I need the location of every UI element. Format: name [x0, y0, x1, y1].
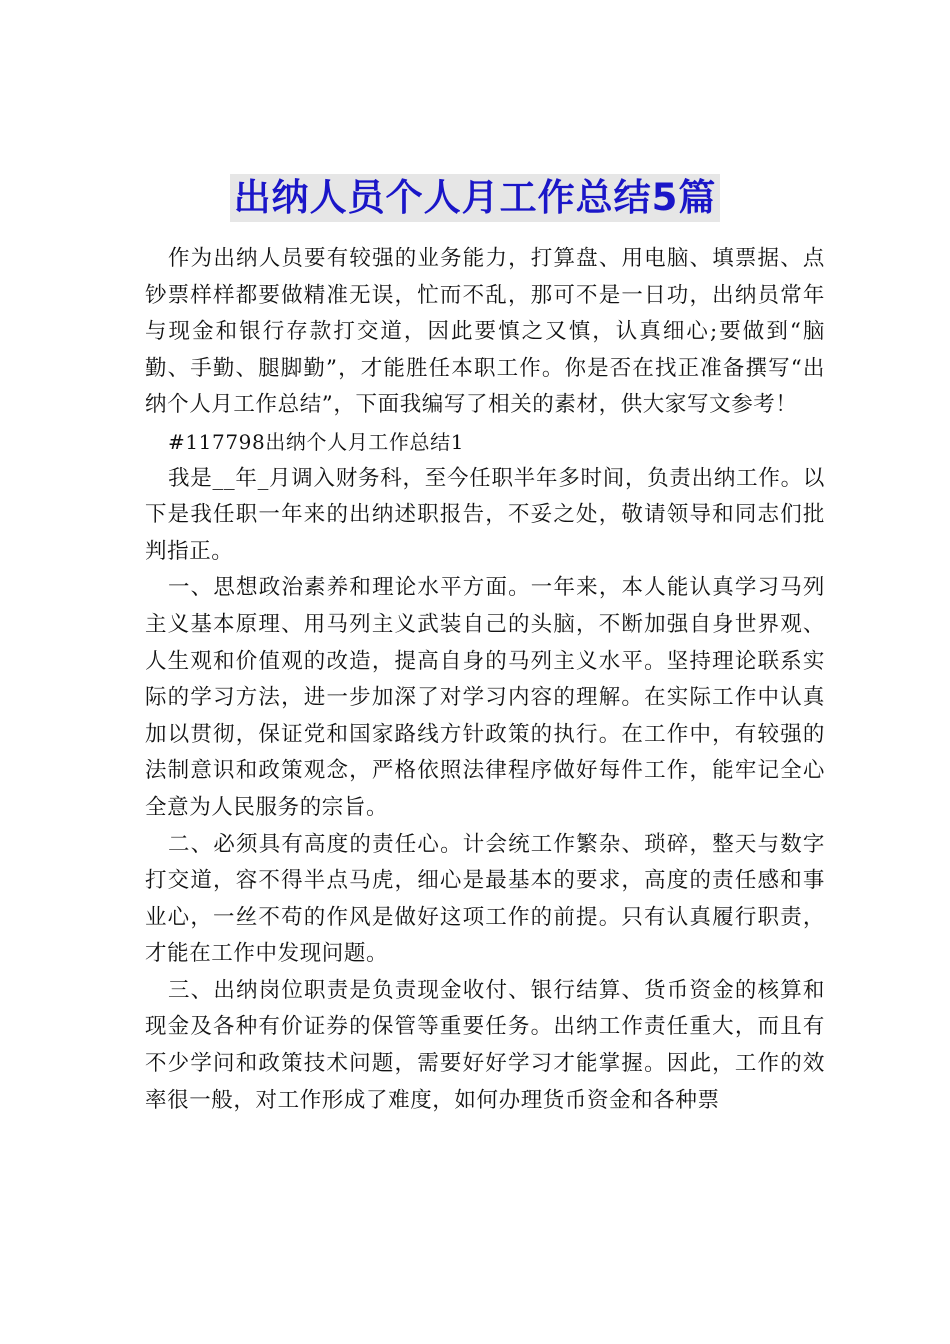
opening-paragraph: 我是__年_月调入财务科，至今任职半年多时间，负责出纳工作。以下是我任职一年来的出纳述职报告，不妥之处，敬请领导和同志们批判指正。 [145, 465, 825, 564]
document-title: 出纳人员个人月工作总结5篇 [230, 174, 721, 222]
title-container [0, 174, 950, 222]
section-two-paragraph: 二、必须具有高度的责任心。计会统工作繁杂、琐碎，整天与数字打交道，容不得半点马虎，细心是最基本的要求，高度的责任感和事业心，一丝不苟的作风是做好这项工作的前提。只有认真履行职责，才能在工作中发现问题。 [145, 831, 825, 967]
intro-paragraph: 作为出纳人员要有较强的业务能力，打算盘、用电脑、填票据、点钞票样样都要做精准无误，忙而不乱，那可不是一日功，出纳员常年与现金和银行存款打交道，因此要慎之又慎，认真细心;要做到“脑勤、手勤、腿脚勤”，才能胜任本职工作。你是否在找正准备撰写“出纳个人月工作总结”，下面我编写了相关的素材，供大家写文参考！ [145, 246, 825, 418]
section-one-paragraph: 一、思想政治素养和理论水平方面。一年来，本人能认真学习马列主义基本原理、用马列主义武装自己的头脑，不断加强自身世界观、人生观和价值观的改造，提高自身的马列主义水平。坚持理论联系实际的学习方法，进一步加深了对学习内容的理解。在实际工作中认真加以贯彻，保证党和国家路线方针政策的执行。在工作中，有较强的法制意识和政策观念，严格依照法律程序做好每件工作，能牢记全心全意为人民服务的宗旨。 [145, 575, 825, 820]
section-three-paragraph: 三、出纳岗位职责是负责现金收付、银行结算、货币资金的核算和现金及各种有价证券的保管等重要任务。出纳工作责任重大，而且有不少学问和政策技术问题，需要好好学习才能掌握。因此，工作的效率很一般，对工作形成了难度，如何办理货币资金和各种票 [145, 977, 825, 1113]
document-body [145, 241, 825, 1119]
section-heading: #117798出纳个人月工作总结1 [168, 429, 465, 454]
